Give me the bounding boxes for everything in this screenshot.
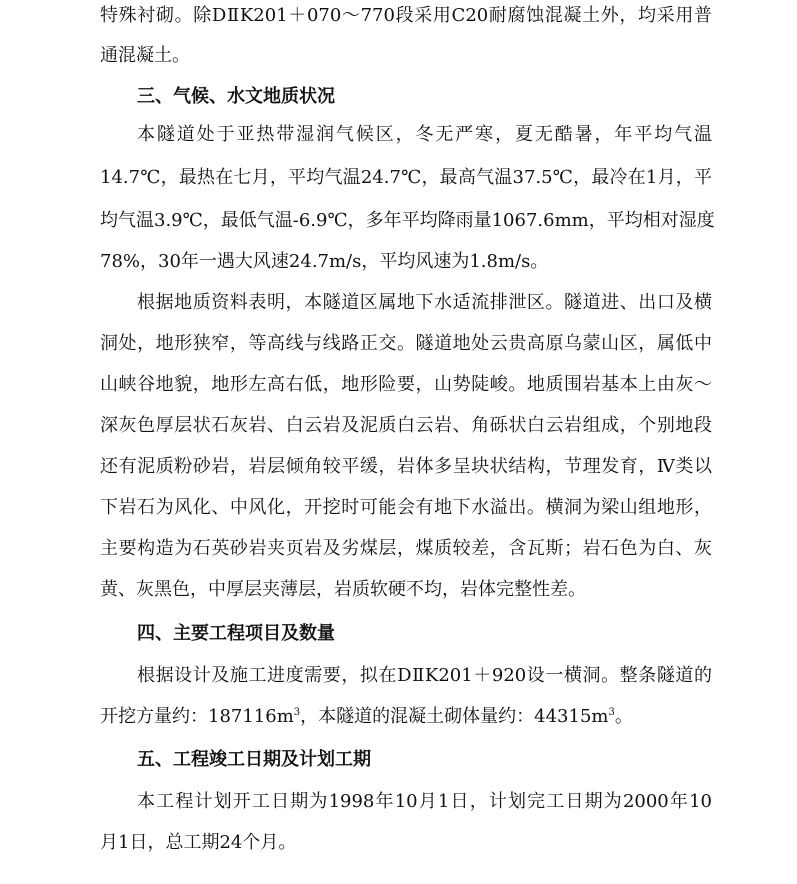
section-3-para2-line-1: 根据地质资料表明，本隧道区属地下水适流排泄区。隧道进、出口及横 [137,292,712,313]
section-3-para1-line-3: 均气温3.9℃，最低气温-6.9℃，多年平均降雨量1067.6mm，平均相对湿度 [100,210,715,231]
section-5-line-1: 本工程计划开工日期为1998年10月1日，计划完工日期为2000年10 [137,791,712,812]
section-4-line-2 [100,705,712,729]
section-3-para1-line-2: 14.7℃，最热在七月，平均气温24.7℃，最高气温37.5℃，最冷在1月，平 [100,167,712,188]
section-3-heading: 三、气候、水文地质状况 [137,86,335,107]
section-3-para2-line-3: 山峡谷地貌，地形左高右低，地形险要，山势陡峻。地质围岩基本上由灰～ [100,374,712,395]
intro-line-1: 特殊衬砌。除DⅡK201＋070～770段采用C20耐腐蚀混凝土外，均采用普 [100,5,712,26]
excavation-volume-text: 开挖方量约：187116m [100,706,294,727]
section-3-para1-line-4: 78%，30年一遇大风速24.7m/s，平均风速为1.8m/s。 [100,251,549,272]
section-3-para2-line-2: 洞处，地形狭窄，等高线与线路正交。隧道地处云贵高原乌蒙山区，属低中 [100,333,712,354]
section-3-para2-line-6: 下岩石为风化、中风化，开挖时可能会有地下水溢出。横洞为梁山组地形， [100,497,712,518]
section-5-heading: 五、工程竣工日期及计划工期 [137,749,371,770]
intro-line-2: 通混凝土。 [100,45,190,66]
section-3-para2-line-4: 深灰色厚层状石灰岩、白云岩及泥质白云岩、角砾状白云岩组成，个别地段 [100,415,712,436]
cubic-superscript-1: 3 [293,707,301,718]
section-3-para2-line-7: 主要构造为石英砂岩夹页岩及劣煤层，煤质较差，含瓦斯；岩石色为白、灰 [100,538,712,559]
sentence-end: 。 [614,706,633,727]
section-3-para2-line-8: 黄、灰黑色，中厚层夹薄层，岩质软硬不均，岩体完整性差。 [100,579,586,600]
section-4-heading: 四、主要工程项目及数量 [137,623,335,644]
section-3-para1-line-1: 本隧道处于亚热带湿润气候区，冬无严寒，夏无酷暑，年平均气温 [137,124,712,145]
cubic-superscript-2: 3 [608,707,615,718]
section-3-para2-line-5: 还有泥质粉砂岩，岩层倾角较平缓，岩体多呈块状结构，节理发育，Ⅳ类以 [100,456,712,477]
section-5-line-2: 月1日，总工期24个月。 [100,832,297,853]
section-4-line-1: 根据设计及施工进度需要，拟在DⅡK201＋920设一横洞。整条隧道的 [137,665,712,686]
concrete-volume-text: ，本隧道的混凝土砌体量约：44315m [300,706,609,727]
